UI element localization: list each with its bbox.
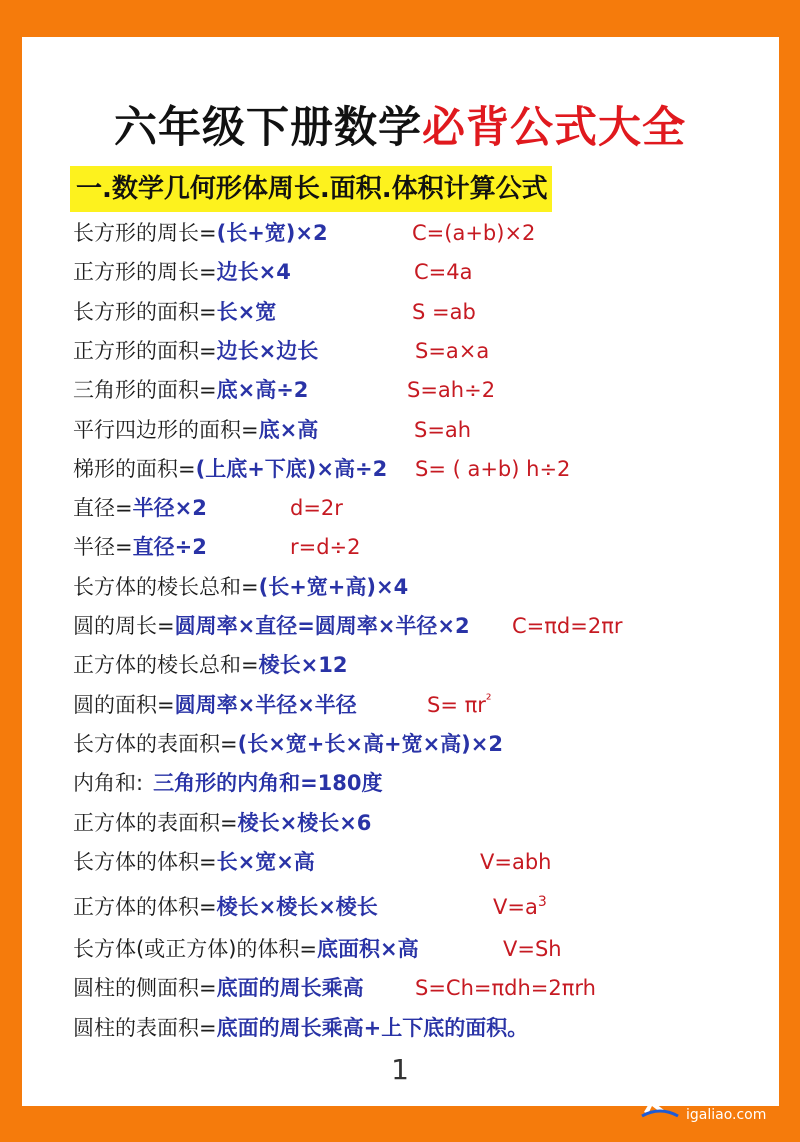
formula-label: 圆的周长= — [73, 614, 175, 638]
formula-symbolic: S= ( a+b) h÷2 — [415, 457, 571, 481]
formula-value: 三角形的内角和=180度 — [153, 771, 383, 795]
formula-value: 棱长×棱长×棱长 — [216, 895, 378, 919]
formula-value: 圆周率×直径=圆周率×半径×2 — [174, 614, 470, 638]
formula-base: V=a — [493, 895, 538, 919]
formula-symbolic — [493, 890, 547, 924]
formula-label: 平行四边形的面积= — [73, 418, 259, 442]
formula-text — [73, 688, 357, 722]
formula-symbolic: C=4a — [414, 260, 473, 284]
formula-symbolic: d=2r — [290, 496, 343, 520]
page-title — [0, 100, 800, 156]
formula-value: 棱长×棱长×6 — [237, 811, 372, 835]
formula-text — [73, 255, 291, 289]
formula-value: (长×宽+长×高+宽×高)×2 — [237, 732, 503, 756]
formula-row — [0, 413, 800, 447]
formula-row — [0, 845, 800, 879]
formula-value: 底面积×高 — [316, 937, 419, 961]
formula-text — [73, 530, 207, 564]
formula-text — [73, 216, 328, 250]
formula-row — [0, 570, 800, 604]
formula-text — [73, 295, 276, 329]
formula-symbolic: S=Ch=πdh=2πrh — [415, 976, 596, 1000]
runner-logo-icon — [640, 1076, 680, 1120]
formula-label: 圆柱的表面积= — [73, 1016, 217, 1040]
formula-row — [0, 491, 800, 525]
formula-symbolic: r=d÷2 — [290, 535, 361, 559]
formula-symbolic: C=πd=2πr — [512, 614, 623, 638]
formula-text — [73, 806, 371, 840]
formula-label: 长方体的体积= — [73, 850, 217, 874]
formula-row — [0, 373, 800, 407]
formula-text — [73, 845, 315, 879]
formula-symbolic — [427, 688, 492, 722]
formula-text — [73, 373, 308, 407]
formula-exponent: 3 — [537, 894, 547, 910]
formula-row — [0, 452, 800, 486]
formula-value: (长+宽+高)×4 — [258, 575, 409, 599]
formula-label: 长方形的周长= — [73, 221, 217, 245]
formula-label: 正方形的周长= — [73, 260, 217, 284]
formula-text — [73, 334, 318, 368]
formula-value: 长×宽 — [216, 300, 277, 324]
formula-value: 底面的周长乘高+上下底的面积。 — [216, 1016, 529, 1040]
watermark-url: igaliao.com — [686, 1107, 767, 1123]
formula-row — [0, 530, 800, 564]
formula-row — [0, 648, 800, 682]
formula-text — [73, 413, 318, 447]
formula-value: 底×高 — [258, 418, 319, 442]
formula-text — [73, 491, 207, 525]
formula-text — [73, 766, 383, 800]
watermark-brand: 爱·尬聊 — [684, 1076, 759, 1101]
formula-value: (长+宽)×2 — [216, 221, 328, 245]
formula-row — [0, 255, 800, 289]
formula-symbolic: C=(a+b)×2 — [412, 221, 536, 245]
formula-text — [73, 890, 378, 924]
formula-exponent: ² — [485, 692, 492, 708]
formula-value: 底×高÷2 — [216, 378, 309, 402]
formula-value: 直径÷2 — [132, 535, 207, 559]
formula-value: 半径×2 — [132, 496, 207, 520]
formula-label: 直径= — [73, 496, 133, 520]
formula-text — [73, 932, 419, 966]
formula-value: 底面的周长乘高 — [216, 976, 364, 1000]
formula-text — [73, 971, 364, 1005]
formula-row — [0, 890, 800, 924]
formula-label: 正方体的棱长总和= — [73, 653, 259, 677]
formula-label: 长方体的棱长总和= — [73, 575, 259, 599]
formula-symbolic: S=ah÷2 — [407, 378, 496, 402]
formula-label: 正方体的表面积= — [73, 811, 238, 835]
formula-symbolic: V=Sh — [503, 937, 562, 961]
formula-label: 长方体的表面积= — [73, 732, 238, 756]
section-heading: 一.数学几何形体周长.面积.体积计算公式 — [70, 166, 552, 212]
formula-text — [73, 570, 408, 604]
formula-text — [73, 727, 503, 761]
title-red-part: 必背公式大全 — [422, 103, 686, 153]
formula-text — [73, 452, 387, 486]
formula-symbolic: S=ah — [414, 418, 472, 442]
formula-row — [0, 216, 800, 250]
formula-row — [0, 806, 800, 840]
formula-row — [0, 766, 800, 800]
formula-label: 圆柱的侧面积= — [73, 976, 217, 1000]
formula-row — [0, 295, 800, 329]
title-black-part: 六年级下册数学 — [114, 103, 422, 153]
formula-row — [0, 1011, 800, 1045]
watermark — [640, 1074, 800, 1134]
formula-text — [73, 648, 347, 682]
formula-symbolic: S=a×a — [415, 339, 490, 363]
formula-base: S= πr — [427, 693, 486, 717]
formula-text — [73, 1011, 528, 1045]
formula-label: 内角和: — [73, 771, 144, 795]
formula-row — [0, 688, 800, 722]
formula-value: (上底+下底)×高÷2 — [195, 457, 388, 481]
formula-value: 长×宽×高 — [216, 850, 315, 874]
formula-label: 长方形的面积= — [73, 300, 217, 324]
formula-text — [73, 609, 470, 643]
formula-row — [0, 971, 800, 1005]
formula-value: 棱长×12 — [258, 653, 348, 677]
formula-row — [0, 334, 800, 368]
formula-value: 圆周率×半径×半径 — [174, 693, 357, 717]
formula-label: 正方体的体积= — [73, 895, 217, 919]
formula-value: 边长×4 — [216, 260, 291, 284]
formula-symbolic: V=abh — [480, 850, 552, 874]
formula-label: 圆的面积= — [73, 693, 175, 717]
formula-value: 边长×边长 — [216, 339, 319, 363]
formula-label: 梯形的面积= — [73, 457, 196, 481]
formula-label: 三角形的面积= — [73, 378, 217, 402]
formula-row — [0, 727, 800, 761]
formula-label: 半径= — [73, 535, 133, 559]
formula-row — [0, 932, 800, 966]
formula-symbolic: S =ab — [412, 300, 476, 324]
page-number: 1 — [391, 1053, 409, 1086]
formula-row — [0, 609, 800, 643]
formula-label: 长方体(或正方体)的体积= — [73, 937, 317, 961]
formula-label: 正方形的面积= — [73, 339, 217, 363]
